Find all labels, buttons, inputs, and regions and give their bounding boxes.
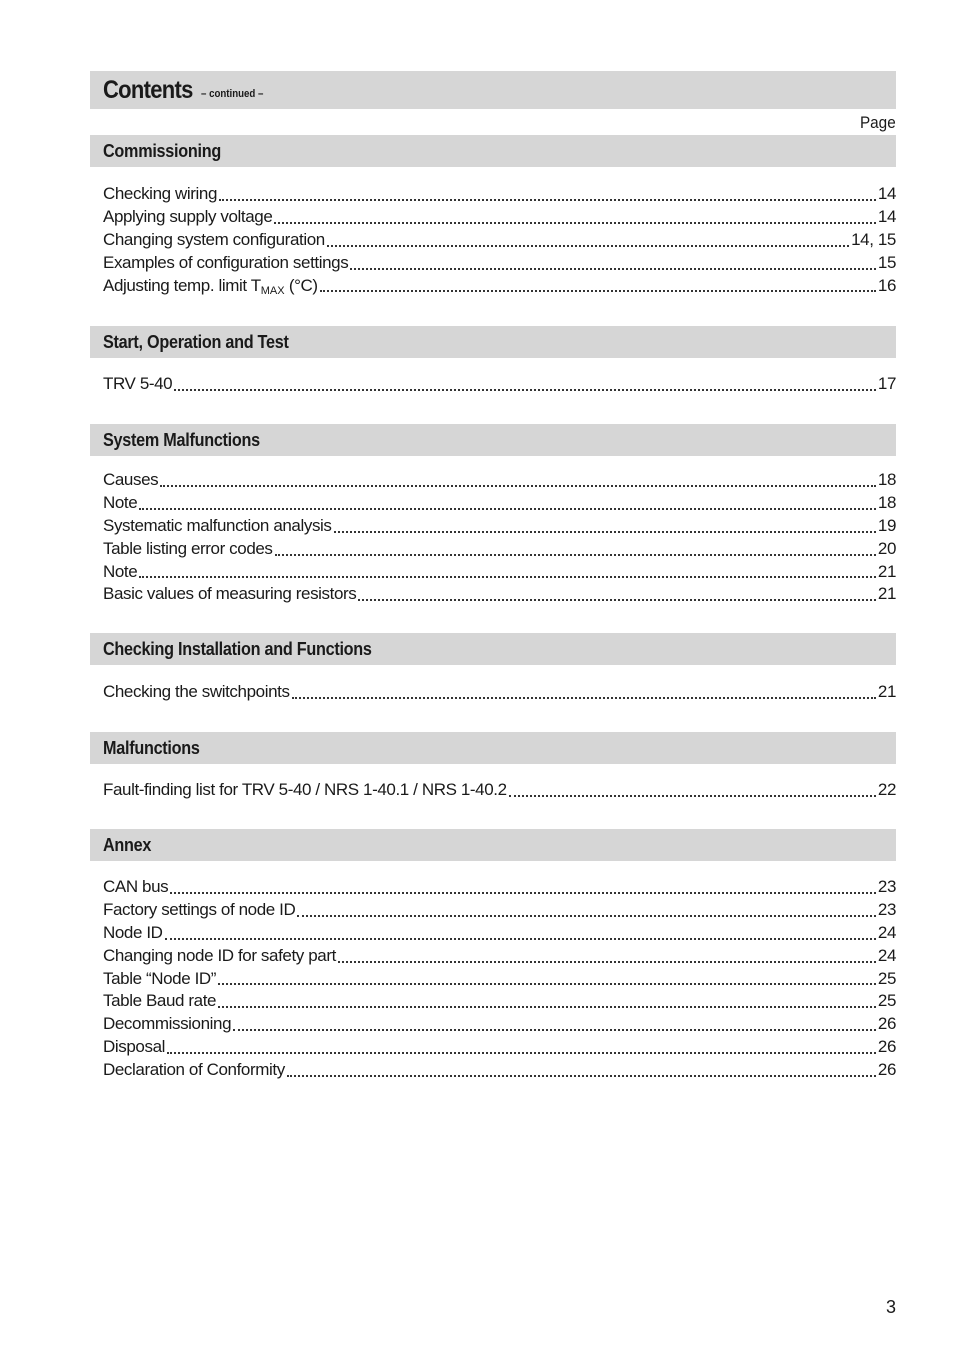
toc-entry[interactable] [103,779,896,802]
toc-entry-page: 24 [877,945,896,965]
dot-leader [320,289,876,292]
section-entries-malfunctions [103,779,896,802]
page-title: Contents [103,75,193,104]
toc-entry-page: 21 [877,682,896,701]
page-subtitle: – continued – [200,88,264,100]
section-header-system-malfunctions [90,424,896,456]
dot-leader [274,221,875,224]
dot-leader [334,530,876,533]
dot-leader [165,937,876,940]
section-entries-annex [103,876,896,1082]
toc-entry[interactable] [103,275,896,298]
toc-entry-page: 25 [877,968,896,988]
dot-leader [287,1074,876,1077]
contents-title-bar [90,71,896,109]
dot-leader [167,1051,876,1054]
dot-leader [509,794,876,797]
toc-entry-page: 15 [877,252,896,272]
toc-entry-label: Fault-finding list for TRV 5-40 / NRS 1-40.1 / NRS 1-40.2 [103,780,507,799]
dot-leader [358,598,876,601]
toc-entry[interactable] [103,469,896,492]
toc-entry-label: Factory settings of node ID [103,899,296,919]
dot-leader [170,891,876,894]
section-entries-commissioning [103,183,896,297]
toc-entry-label: Changing node ID for safety part [103,945,336,965]
section-header-start-operation-test [90,326,896,358]
dot-leader [350,267,876,270]
toc-entry-label: CAN bus [103,877,169,896]
toc-entry[interactable] [103,183,896,206]
toc-entry[interactable] [103,1013,896,1036]
toc-entry[interactable] [103,561,896,584]
dot-leader [327,244,849,247]
toc-entry-label: Table “Node ID” [103,968,217,988]
toc-entry-label: Disposal [103,1037,165,1057]
toc-entry-page: 23 [877,877,896,896]
section-title: Malfunctions [103,737,200,758]
dot-leader [139,575,876,578]
section-title: Checking Installation and Functions [103,638,372,659]
toc-entry-label: Decommissioning [103,1014,232,1034]
toc-entry-page: 19 [877,515,896,535]
dot-leader [218,1005,876,1008]
section-entries-system-malfunctions [103,469,896,606]
toc-entry[interactable] [103,229,896,252]
dot-leader [174,388,876,391]
dot-leader [219,198,876,201]
toc-entry-label: Table listing error codes [103,538,273,558]
toc-entry-page: 18 [877,470,896,489]
toc-entry[interactable] [103,252,896,275]
toc-entry-page: 20 [877,538,896,558]
section-entries-checking-installation [103,681,896,704]
toc-entry-label: Node ID [103,922,163,942]
section-header-checking-installation [90,633,896,665]
dot-leader [160,484,876,487]
dot-leader [297,914,876,917]
toc-entry-page: 26 [877,1014,896,1034]
toc-entry-label: Causes [103,470,159,489]
toc-entry[interactable] [103,373,896,396]
section-header-malfunctions [90,732,896,764]
dot-leader [233,1028,876,1031]
toc-entry[interactable] [103,681,896,704]
section-title: System Malfunctions [103,429,260,450]
dot-leader [292,696,876,699]
toc-entry[interactable] [103,899,896,922]
toc-entry[interactable] [103,876,896,899]
section-title: Annex [103,834,152,855]
toc-entry-label: Applying supply voltage [103,206,273,226]
toc-entry[interactable] [103,922,896,945]
toc-entry-page: 22 [877,780,896,799]
section-title: Commissioning [103,140,221,161]
toc-entry-page: 21 [877,561,896,581]
toc-entry-page: 26 [877,1037,896,1057]
toc-entry[interactable] [103,990,896,1013]
toc-entry[interactable] [103,1059,896,1082]
dot-leader [139,507,876,510]
section-title: Start, Operation and Test [103,331,289,352]
toc-entry[interactable] [103,515,896,538]
toc-entry-label: Adjusting temp. limit $T_{MAX}$ (°C) [103,275,318,297]
toc-entry[interactable] [103,945,896,968]
toc-entry[interactable] [103,583,896,606]
page-number: 3 [885,1297,896,1317]
dot-leader [338,960,876,963]
toc-entry[interactable] [103,538,896,561]
toc-entry-label: Examples of configuration settings [103,252,349,272]
toc-entry-page: 24 [877,922,896,942]
toc-entry-label: Note [103,492,138,512]
toc-entry-page: 21 [877,584,896,604]
dot-leader [275,553,876,556]
toc-entry[interactable] [103,206,896,229]
toc-entry[interactable] [103,1036,896,1059]
toc-entry[interactable] [103,968,896,991]
toc-entry-page: 14, 15 [851,229,896,249]
toc-entry-label: Note [103,561,138,581]
toc-entry-page: 14 [877,184,896,203]
toc-entry-page: 26 [877,1060,896,1080]
toc-entry-label: Changing system configuration [103,229,325,249]
toc-entry-label: Checking wiring [103,184,217,203]
toc-entry-label: TRV 5-40 [103,374,173,393]
toc-entry-label: Checking the switchpoints [103,682,290,701]
page-column-label: Page [860,113,896,132]
subscript-max: MAX [260,284,285,297]
section-entries-start-operation-test [103,373,896,396]
toc-entry-page: 23 [877,899,896,919]
toc-entry-label: Table Baud rate [103,991,217,1011]
dot-leader [218,982,876,985]
toc-entry-page: 25 [877,991,896,1011]
toc-entry-label: Declaration of Conformity [103,1060,285,1080]
section-header-commissioning [90,135,896,167]
toc-entry-label: Basic values of measuring resistors [103,584,357,604]
section-header-annex [90,829,896,861]
toc-entry-page: 16 [877,275,896,295]
toc-entry-page: 14 [877,206,896,226]
toc-entry-label: Systematic malfunction analysis [103,515,332,535]
toc-entry-page: 18 [877,492,896,512]
toc-entry-page: 17 [877,374,896,393]
toc-entry[interactable] [103,492,896,515]
